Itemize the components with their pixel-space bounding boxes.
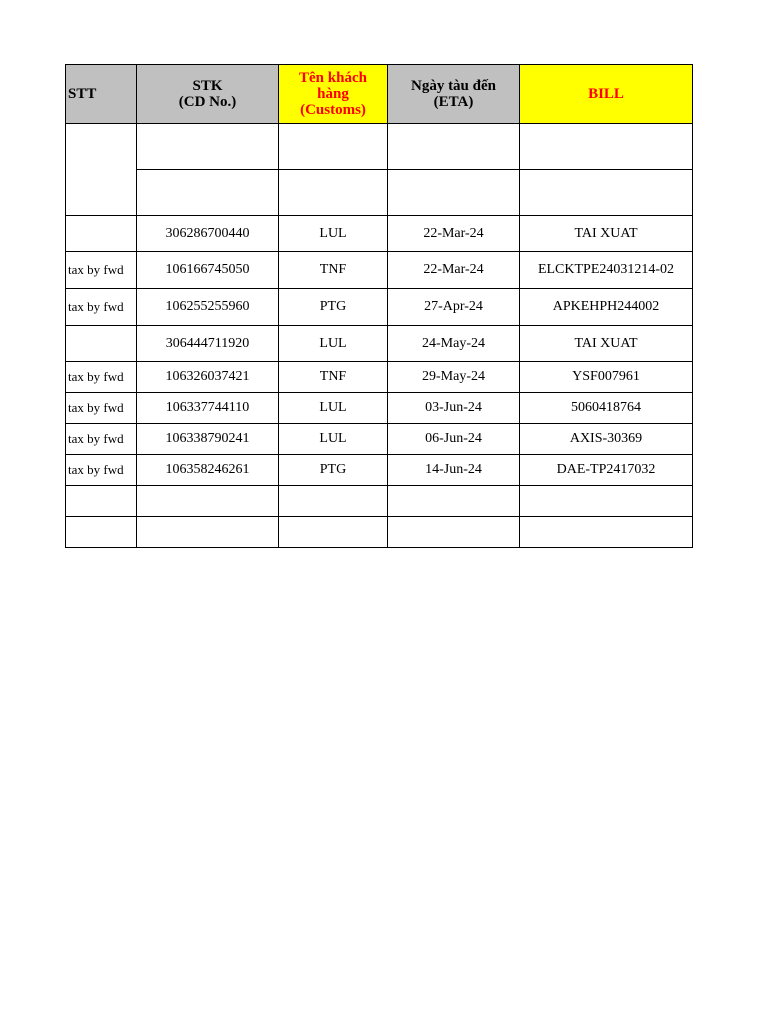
cell-stt: tax by fwd — [66, 252, 137, 289]
header-bill — [520, 65, 693, 124]
cell-customer: LUL — [279, 424, 388, 455]
header-customer-label-1: Tên khách — [299, 70, 367, 86]
table-row — [66, 455, 693, 486]
cell-stt: tax by fwd — [66, 455, 137, 486]
cell-stk: 106166745050 — [137, 252, 279, 289]
empty-cell — [388, 486, 520, 517]
cell-customer: TNF — [279, 252, 388, 289]
cell-eta: 14-Jun-24 — [388, 455, 520, 486]
cell-stt: tax by fwd — [66, 289, 137, 326]
cell-eta: 22-Mar-24 — [388, 252, 520, 289]
empty-cell — [137, 517, 279, 548]
header-stt-label: STT — [68, 86, 97, 102]
cell-bill: APKEHPH244002 — [520, 289, 693, 326]
empty-cell — [137, 124, 279, 170]
cell-stk: 306286700440 — [137, 216, 279, 252]
empty-cell — [520, 170, 693, 216]
empty-row — [66, 517, 693, 548]
cell-stt: tax by fwd — [66, 362, 137, 393]
empty-cell — [520, 124, 693, 170]
empty-cell — [520, 517, 693, 548]
header-eta-label: Ngày tàu đến — [410, 78, 496, 94]
customs-table — [65, 64, 693, 548]
cell-stt — [66, 326, 137, 362]
table-row — [66, 216, 693, 252]
cell-customer: LUL — [279, 326, 388, 362]
cell-customer: TNF — [279, 362, 388, 393]
cell-eta: 24-May-24 — [388, 326, 520, 362]
cell-eta: 03-Jun-24 — [388, 393, 520, 424]
empty-row — [66, 124, 693, 170]
cell-stk: 106338790241 — [137, 424, 279, 455]
empty-cell — [137, 486, 279, 517]
cell-eta: 27-Apr-24 — [388, 289, 520, 326]
table-row — [66, 362, 693, 393]
cell-eta: 29-May-24 — [388, 362, 520, 393]
cell-stk: 306444711920 — [137, 326, 279, 362]
cell-stk: 106337744110 — [137, 393, 279, 424]
header-customer — [279, 65, 388, 124]
cell-bill: AXIS-30369 — [520, 424, 693, 455]
cell-bill: TAI XUAT — [520, 216, 693, 252]
table-row — [66, 424, 693, 455]
cell-stk: 106255255960 — [137, 289, 279, 326]
empty-cell — [279, 170, 388, 216]
cell-bill: DAE-TP2417032 — [520, 455, 693, 486]
empty-row — [66, 486, 693, 517]
empty-row — [66, 170, 693, 216]
header-customer-label-2: hàng — [317, 86, 349, 102]
empty-cell — [279, 124, 388, 170]
cell-eta: 22-Mar-24 — [388, 216, 520, 252]
empty-cell — [66, 486, 137, 517]
header-row — [66, 65, 693, 124]
header-stk-label: STK — [192, 78, 223, 94]
cell-customer: PTG — [279, 455, 388, 486]
header-eta — [388, 65, 520, 124]
empty-cell — [279, 486, 388, 517]
empty-cell — [279, 517, 388, 548]
cell-bill: ELCKTPE24031214-02 — [520, 252, 693, 289]
empty-cell — [520, 486, 693, 517]
empty-cell — [137, 170, 279, 216]
cell-stt — [66, 216, 137, 252]
empty-stt-cell — [66, 124, 137, 216]
table-row — [66, 289, 693, 326]
table-row — [66, 252, 693, 289]
header-eta-sublabel: (ETA) — [433, 94, 474, 110]
table-row — [66, 326, 693, 362]
cell-bill: YSF007961 — [520, 362, 693, 393]
cell-stk: 106358246261 — [137, 455, 279, 486]
cell-customer: LUL — [279, 393, 388, 424]
cell-bill: TAI XUAT — [520, 326, 693, 362]
empty-cell — [66, 517, 137, 548]
header-bill-label: BILL — [588, 86, 624, 102]
cell-customer: PTG — [279, 289, 388, 326]
cell-stk: 106326037421 — [137, 362, 279, 393]
table-row — [66, 393, 693, 424]
header-customer-label-3: (Customs) — [300, 102, 366, 118]
header-stk — [137, 65, 279, 124]
header-stt — [66, 65, 137, 124]
cell-bill: 5060418764 — [520, 393, 693, 424]
header-stk-sublabel: (CD No.) — [178, 94, 237, 110]
cell-stt: tax by fwd — [66, 424, 137, 455]
cell-eta: 06-Jun-24 — [388, 424, 520, 455]
empty-cell — [388, 124, 520, 170]
empty-cell — [388, 170, 520, 216]
empty-cell — [388, 517, 520, 548]
cell-customer: LUL — [279, 216, 388, 252]
cell-stt: tax by fwd — [66, 393, 137, 424]
